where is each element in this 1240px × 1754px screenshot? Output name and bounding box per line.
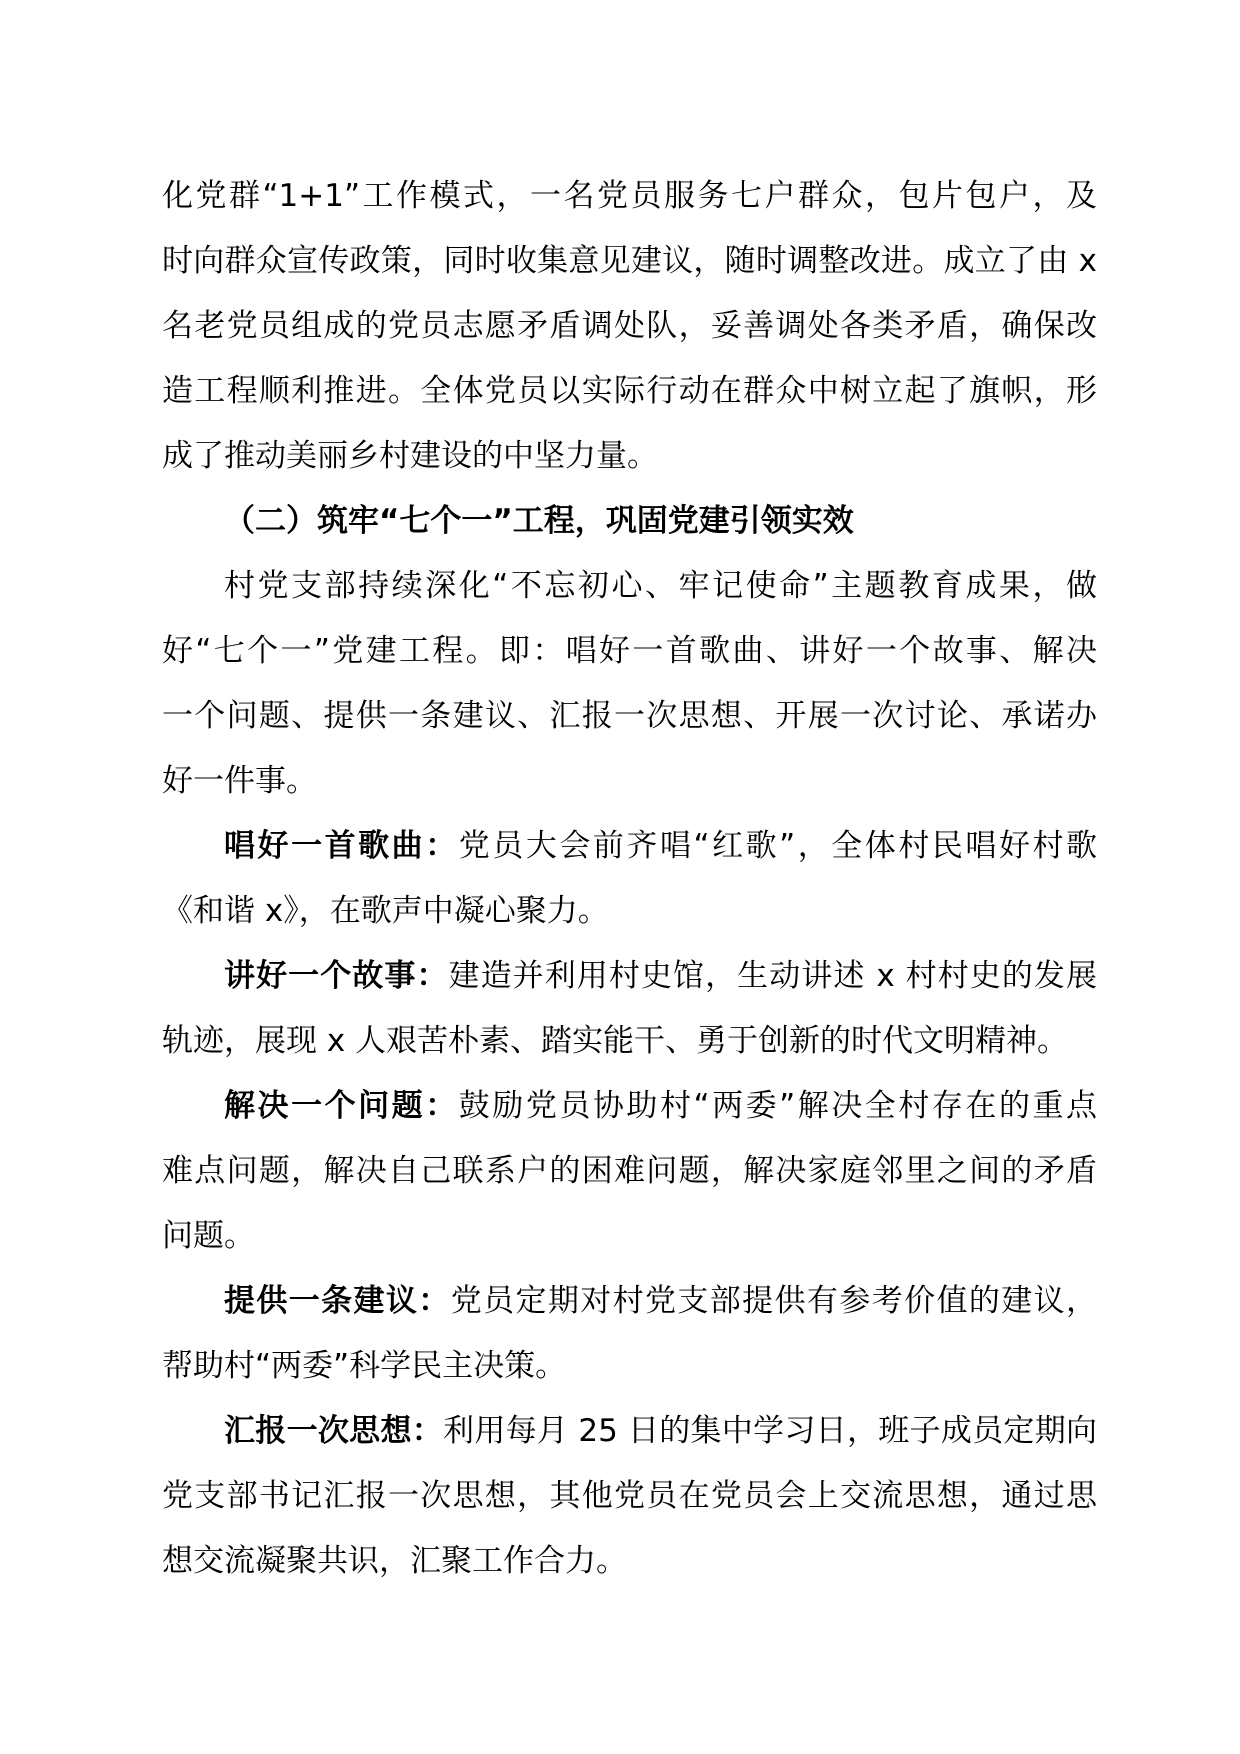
text-line [162, 1074, 1097, 1139]
text-line: 时向群众宣传政策，同时收集意见建议，随时调整改进。成立了由 x [162, 243, 1097, 279]
text-line: 党支部书记汇报一次思想，其他党员在党员会上交流思想，通过思 [162, 1478, 1097, 1514]
text-line: 难点问题，解决自己联系户的困难问题，解决家庭邻里之间的矛盾 [162, 1153, 1097, 1189]
text-line: 村党支部持续深化“不忘初心、牢记使命”主题教育成果，做 [224, 568, 1097, 604]
text-line [162, 1269, 1097, 1334]
text-line: 轨迹，展现 x 人艰苦朴素、踏实能干、勇于创新的时代文明精神。 [162, 1023, 1069, 1059]
text-line [162, 1399, 1097, 1464]
paragraph-seven-ones-intro [162, 554, 1097, 814]
paragraph-solve-a-problem [162, 1074, 1097, 1269]
paragraph-give-a-suggestion [162, 1269, 1097, 1399]
text-line [162, 814, 1097, 879]
document-page [162, 164, 1097, 1594]
text-line: 成了推动美丽乡村建设的中坚力量。 [162, 438, 658, 474]
text-line: 名老党员组成的党员志愿矛盾调处队，妥善调处各类矛盾，确保改 [162, 308, 1097, 344]
text-line: 帮助村“两委”科学民主决策。 [162, 1348, 567, 1384]
text-line: 化党群“1+1”工作模式，一名党员服务七户群众，包片包户，及 [162, 178, 1097, 214]
item-label: 提供一条建议： [224, 1283, 451, 1319]
text-line: 造工程顺利推进。全体党员以实际行动在群众中树立起了旗帜，形 [162, 373, 1097, 409]
text-line: 《和谐 x》，在歌声中凝心聚力。 [162, 893, 609, 929]
paragraph-report-thoughts [162, 1399, 1097, 1594]
item-label: 唱好一首歌曲： [224, 828, 459, 864]
item-text: 鼓励党员协助村“两委”解决全村存在的重点 [458, 1088, 1098, 1124]
text-line [162, 944, 1097, 1009]
text-line: 想交流凝聚共识，汇聚工作合力。 [162, 1543, 627, 1579]
paragraph-tell-a-story [162, 944, 1097, 1074]
text-line: 好一件事。 [162, 763, 317, 799]
paragraph-sing-a-song [162, 814, 1097, 944]
item-label: 汇报一次思想： [224, 1413, 444, 1449]
item-text: 党员定期对村党支部提供有参考价值的建议， [450, 1283, 1098, 1319]
section-heading: （二）筑牢“七个一”工程，巩固党建引领实效 [224, 503, 854, 539]
text-line: 好“七个一”党建工程。即：唱好一首歌曲、讲好一个故事、解决 [162, 633, 1097, 669]
item-label: 讲好一个故事： [224, 958, 449, 994]
item-text: 党员大会前齐唱“红歌”，全体村民唱好村歌 [458, 828, 1098, 864]
item-label: 解决一个问题： [224, 1088, 459, 1124]
item-text: 利用每月 25 日的集中学习日，班子成员定期向 [443, 1413, 1098, 1449]
item-text: 建造并利用村史馆，生动讲述 x 村村史的发展 [448, 958, 1098, 994]
text-line: 问题。 [162, 1218, 255, 1254]
text-line: 一个问题、提供一条建议、汇报一次思想、开展一次讨论、承诺办 [162, 698, 1097, 734]
paragraph-party-mass-model [162, 164, 1097, 489]
